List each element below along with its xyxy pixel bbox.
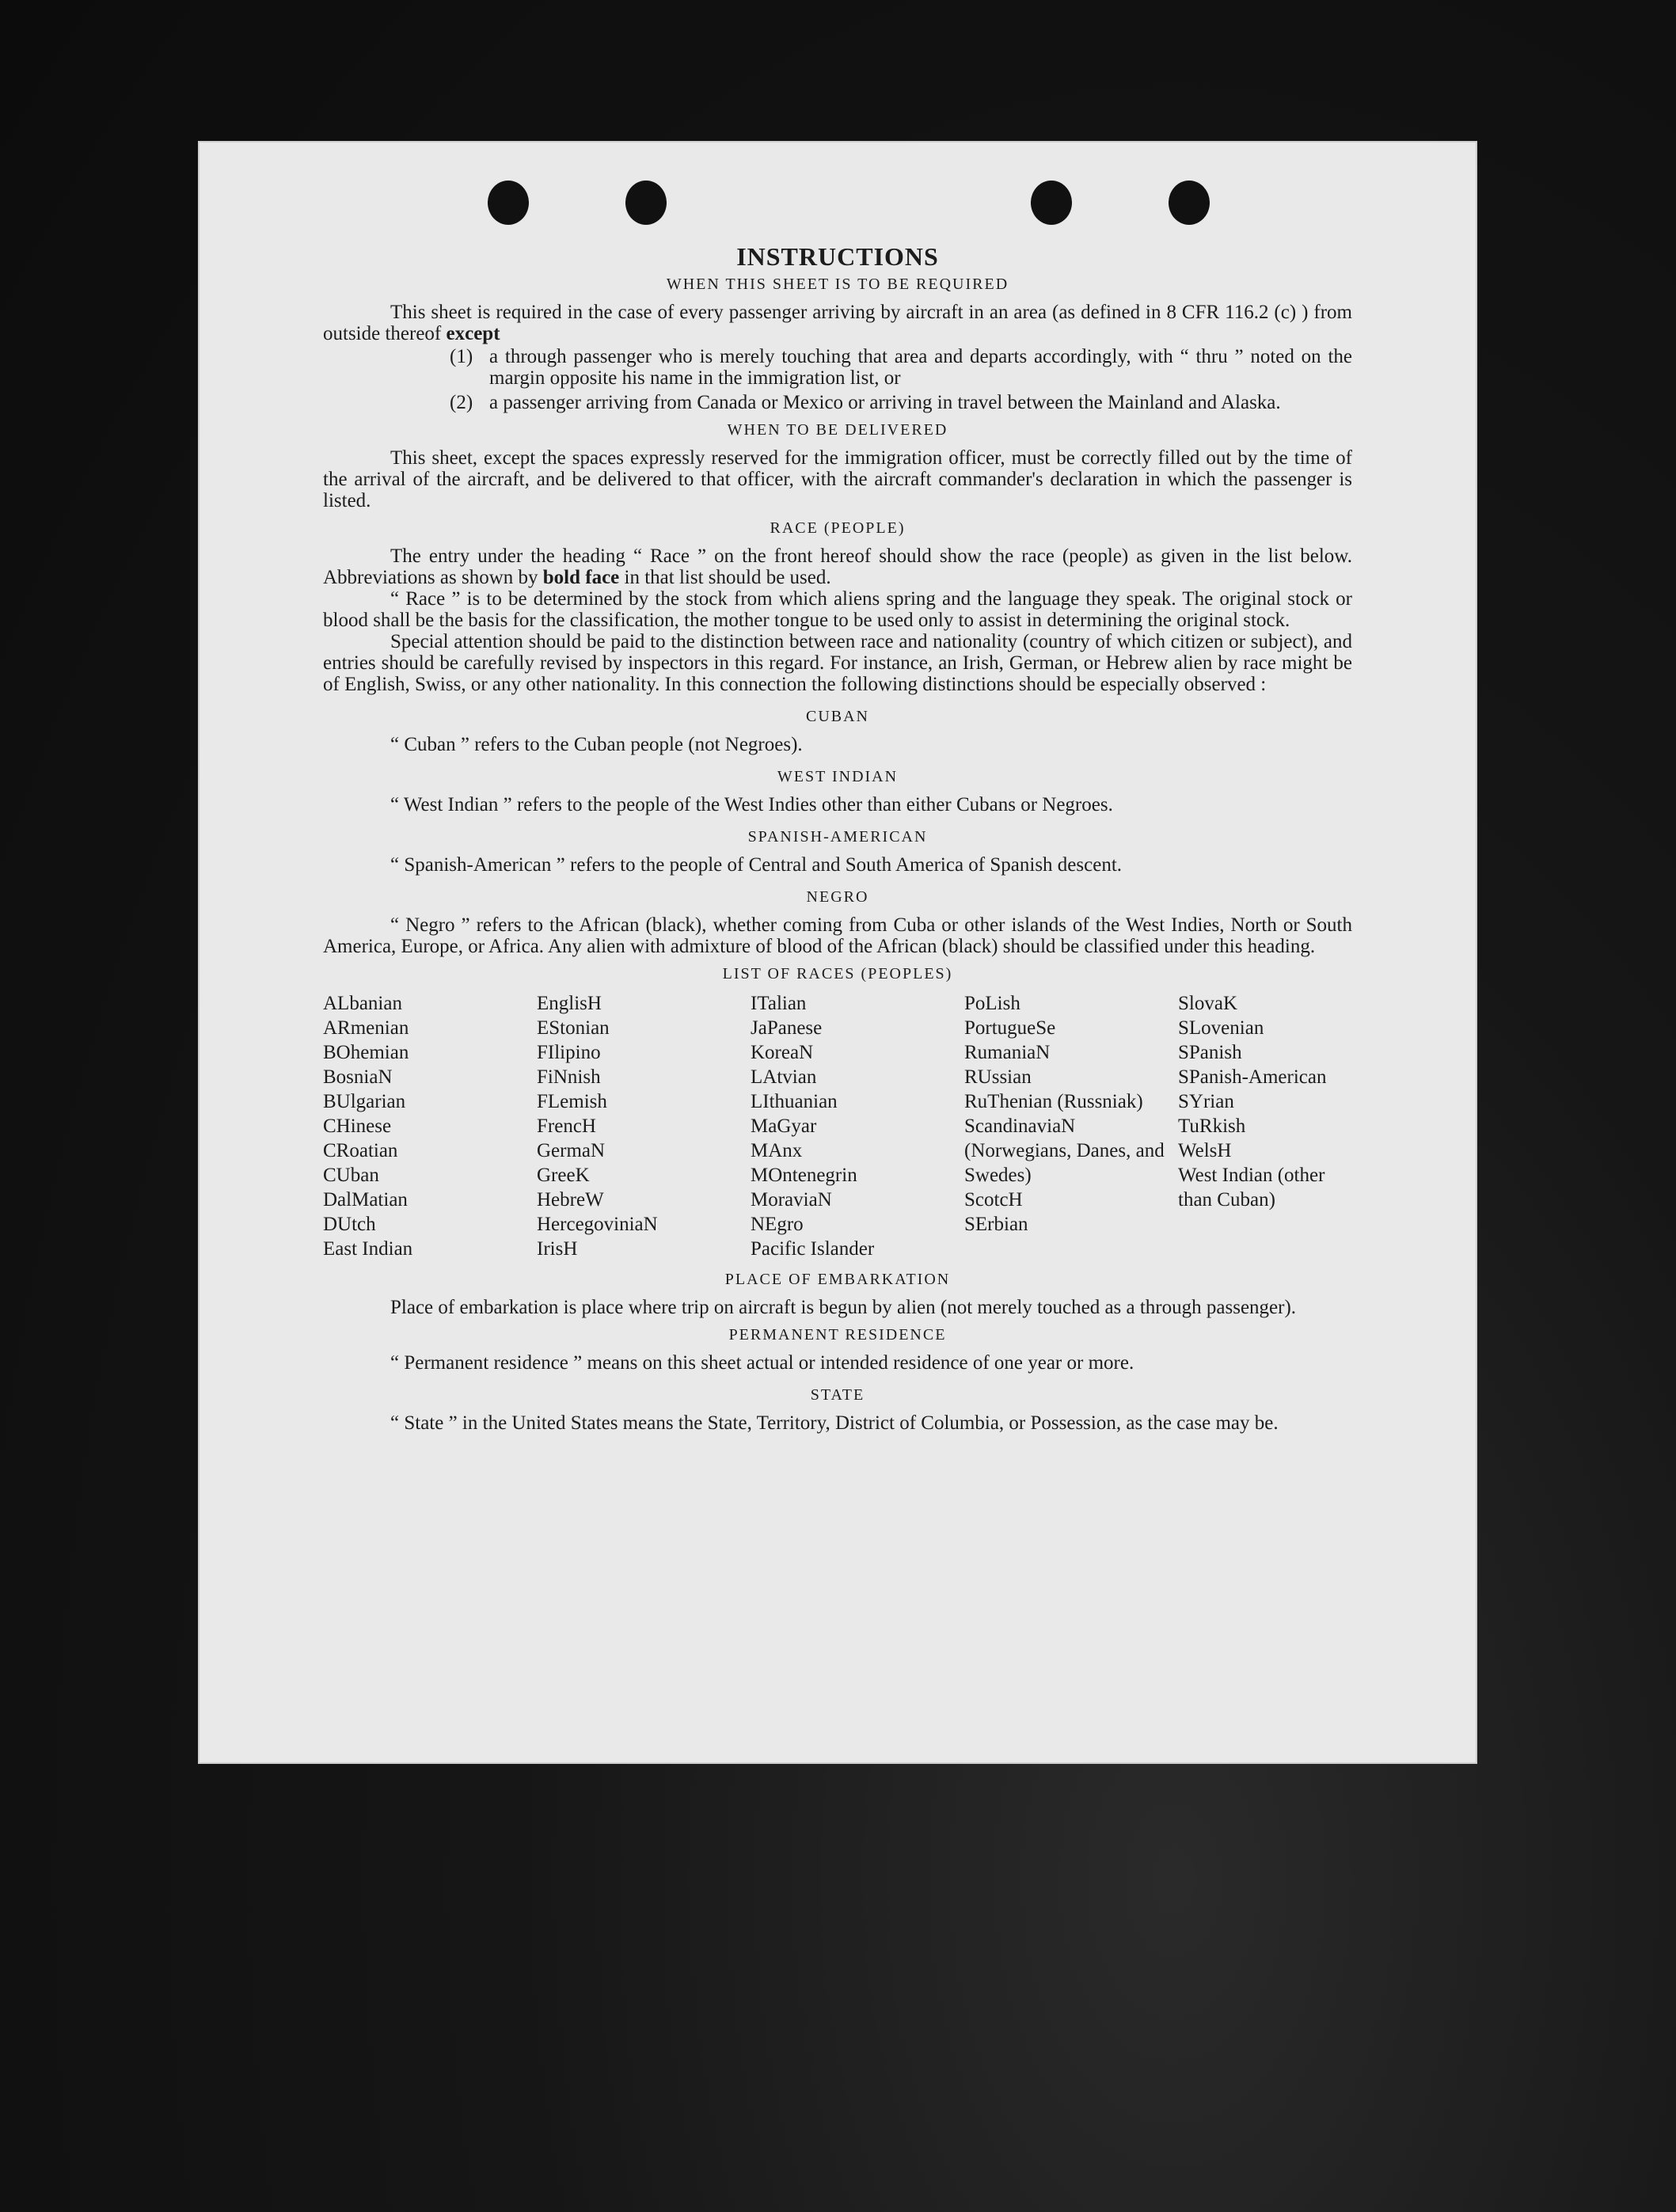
race-entry: SPanish-American (1178, 1066, 1327, 1088)
race-entry: DUtch (323, 1214, 376, 1235)
section-heading: WHEN THIS SHEET IS TO BE REQUIRED (666, 276, 1009, 293)
punch-hole (625, 181, 667, 225)
section-text: This sheet, except the spaces expressly reserved for the immigration officer, must be correctly filled out by the time of the arrival of the aircraft, and be delivered to that officer, with the aircraft commander's declaration in which the passenger is listed. (323, 447, 1352, 511)
instructions-body (323, 242, 1352, 1434)
race-entry: JaPanese (751, 1017, 823, 1039)
races-column (964, 991, 1178, 1261)
section-heading: LIST OF RACES (PEOPLES) (722, 965, 953, 982)
race-entry: RuThenian (Russniak) (964, 1091, 1143, 1112)
race-entry: EnglisH (537, 993, 602, 1014)
text-run: The entry under the heading “ Race ” on the front hereof should show the race (people) as given in the list below. Abbreviations as shown by (323, 545, 1352, 588)
section-text: “ Race ” is to be determined by the stock from which aliens spring and the language they speak. The original stock or blood shall be the basis for the classification, the mother tongue to be used only to assist in determining the original stock. (323, 588, 1352, 631)
race-entry: FiNnish (537, 1066, 601, 1088)
page-title: INSTRUCTIONS (736, 242, 939, 271)
section-heading: SPANISH-AMERICAN (747, 828, 928, 846)
race-entry: FIlipino (537, 1042, 601, 1063)
section-heading: PLACE OF EMBARKATION (724, 1271, 951, 1288)
section-text: “ Cuban ” refers to the Cuban people (not Negroes). (390, 734, 803, 755)
race-entry: MaGyar (751, 1116, 817, 1137)
item-text: a passenger arriving from Canada or Mexico or arriving in travel between the Mainland and Alaska. (489, 392, 1281, 413)
races-list (323, 991, 1352, 1261)
section-text: “ Negro ” refers to the African (black), whether coming from Cuba or other islands of the West Indies, North or South America, Europe, or Africa. Any alien with admixture of blood of the African (black) should be classified under this heading. (323, 914, 1352, 957)
race-entry: RUssian (964, 1066, 1032, 1088)
races-column (537, 991, 751, 1261)
race-entry: West Indian (other than Cuban) (1178, 1165, 1325, 1211)
race-entry: GermaN (537, 1140, 606, 1161)
race-entry: BosniaN (323, 1066, 393, 1088)
race-entry: ScandinaviaN (Norwegians, Danes, and Swedes) (964, 1116, 1165, 1186)
race-entry: PortugueSe (964, 1017, 1056, 1039)
race-entry: IrisH (537, 1238, 578, 1260)
race-entry: ITalian (751, 993, 807, 1014)
race-entry: CHinese (323, 1116, 392, 1137)
section-text (323, 545, 1352, 588)
race-entry: FrencH (537, 1116, 596, 1137)
race-entry: FLemish (537, 1091, 607, 1112)
race-entry: LAtvian (751, 1066, 817, 1088)
race-entry: MAnx (751, 1140, 803, 1161)
section-heading: RACE (PEOPLE) (770, 519, 906, 537)
section-text: “ Permanent residence ” means on this sheet actual or intended residence of one year or more. (390, 1352, 1134, 1374)
race-entry: PoLish (964, 993, 1020, 1014)
section-text: “ Spanish-American ” refers to the people of Central and South America of Spanish descent. (390, 854, 1123, 876)
section-heading: STATE (810, 1386, 865, 1404)
bold-text: except (446, 323, 500, 344)
race-entry: CUban (323, 1165, 379, 1186)
race-entry: RumaniaN (964, 1042, 1051, 1063)
section-text: Special attention should be paid to the distinction between race and nationality (country of which citizen or subject), and entries should be carefully revised by inspectors in this regard. For instance, an Irish, German, or Hebrew alien by race might be of English, Swiss, or any other nationality. In this connection the following distinctions should be especially observed : (323, 631, 1352, 695)
race-entry: LIthuanian (751, 1091, 838, 1112)
race-entry: WelsH (1178, 1140, 1232, 1161)
section-text: “ West Indian ” refers to the people of the West Indies other than either Cubans or Negroes. (390, 794, 1113, 815)
race-entry: TuRkish (1178, 1116, 1246, 1137)
race-entry: SPanish (1178, 1042, 1242, 1063)
races-column (1178, 991, 1360, 1261)
race-entry: CRoatian (323, 1140, 398, 1161)
punch-hole (488, 181, 529, 225)
race-entry: DalMatian (323, 1189, 408, 1211)
race-entry: HebreW (537, 1189, 604, 1211)
race-entry: MOntenegrin (751, 1165, 857, 1186)
punch-hole (1031, 181, 1072, 225)
race-entry: HercegoviniaN (537, 1214, 658, 1235)
list-item (323, 392, 1352, 413)
text-run: in that list should be used. (624, 567, 831, 588)
race-entry: MoraviaN (751, 1189, 832, 1211)
bold-text: bold face (542, 567, 620, 588)
section-text: “ State ” in the United States means the State, Territory, District of Columbia, or Possession, as the case may be. (390, 1412, 1279, 1434)
race-entry: NEgro (751, 1214, 804, 1235)
text-run: This sheet is required in the case of every passenger arriving by aircraft in an area (as defined in 8 CFR 116.2 (c) ) from outside thereof (323, 302, 1352, 344)
races-column (323, 991, 537, 1261)
race-entry: BOhemian (323, 1042, 409, 1063)
section-heading: PERMANENT RESIDENCE (728, 1326, 947, 1344)
section-heading: WEST INDIAN (777, 768, 899, 785)
races-column (751, 991, 964, 1261)
section-text: Place of embarkation is place where trip on aircraft is begun by alien (not merely touched as a through passenger). (390, 1297, 1297, 1318)
race-entry: ALbanian (323, 993, 402, 1014)
race-entry: Pacific Islander (751, 1238, 875, 1260)
race-entry: SLovenian (1178, 1017, 1264, 1039)
race-entry: SlovaK (1178, 993, 1237, 1014)
race-entry: East Indian (323, 1238, 413, 1260)
race-entry: BUlgarian (323, 1091, 406, 1112)
race-entry: KoreaN (751, 1042, 814, 1063)
race-entry: ARmenian (323, 1017, 409, 1039)
race-entry: GreeK (537, 1165, 590, 1186)
document-sheet (198, 141, 1477, 1764)
list-item (323, 346, 1352, 389)
item-number: (2) (450, 392, 473, 413)
race-entry: EStonian (537, 1017, 610, 1039)
punch-hole (1169, 181, 1210, 225)
section-heading: WHEN TO BE DELIVERED (727, 421, 948, 439)
race-entry: SErbian (964, 1214, 1028, 1235)
section-heading: NEGRO (806, 888, 869, 906)
item-text: a through passenger who is merely touching that area and departs accordingly, with “ thru ” noted on the margin opposite his name in the immigration list, or (489, 346, 1352, 389)
section-text (323, 302, 1352, 344)
race-entry: SYrian (1178, 1091, 1234, 1112)
item-number: (1) (450, 346, 473, 367)
section-heading: CUBAN (805, 708, 869, 725)
race-entry: ScotcH (964, 1189, 1023, 1211)
